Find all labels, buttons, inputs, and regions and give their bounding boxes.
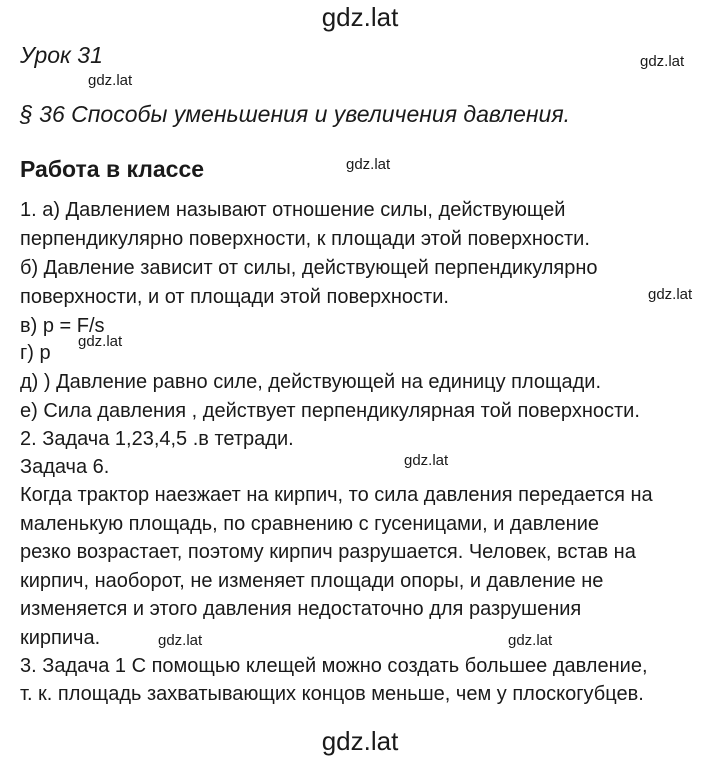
watermark: gdz.lat [78,333,123,350]
text-line: д) ) Давление равно силе, действующей на единицу площади. [20,371,601,393]
text-line: Когда трактор наезжает на кирпич, то сила давления передается на [20,484,653,506]
text-line: т. к. площадь захватывающих концов меньше, чем у плоскогубцев. [20,683,644,705]
text-line: поверхности, и от площади этой поверхности. [20,286,449,308]
text-line: резко возрастает, поэтому кирпич разрушается. Человек, встав на [20,541,636,563]
watermark: gdz.lat [404,452,449,469]
text-line: 3. Задача 1 С помощью клещей можно создать большее давление, [20,655,648,677]
text-line: Задача 6. [20,456,110,478]
watermark: gdz.lat [648,286,693,303]
watermark: gdz.lat [88,72,133,89]
watermark-bottom: gdz.lat [321,726,399,756]
text-line: изменяется и этого давления недостаточно для разрушения [20,598,582,620]
text-line: в) p = F/s [20,315,105,337]
watermark-top: gdz.lat [321,2,399,32]
section-title: § 36 Способы уменьшения и увеличения давления. [20,101,571,127]
text-line: 2. Задача 1,23,4,5 .в тетради. [20,428,294,450]
text-line: перпендикулярно поверхности, к площади этой поверхности. [20,228,590,250]
text-line: кирпич, наоборот, не изменяет площади опоры, и давление не [20,570,604,592]
text-line: кирпича. [20,627,101,649]
watermark: gdz.lat [158,632,203,649]
text-line: г) p [20,342,51,364]
text-line: 1. а) Давлением называют отношение силы, действующей [20,199,566,221]
text-line: б) Давление зависит от силы, действующей перпендикулярно [20,257,598,279]
text-line: маленькую площадь, по сравнению с гусеницами, и давление [20,513,600,535]
classwork-heading: Работа в классе [20,156,205,182]
watermark: gdz.lat [508,632,553,649]
watermark: gdz.lat [346,156,391,173]
text-line: е) Сила давления , действует перпендикулярная той поверхности. [20,400,640,422]
watermark: gdz.lat [640,53,685,70]
lesson-title: Урок 31 [20,42,103,68]
